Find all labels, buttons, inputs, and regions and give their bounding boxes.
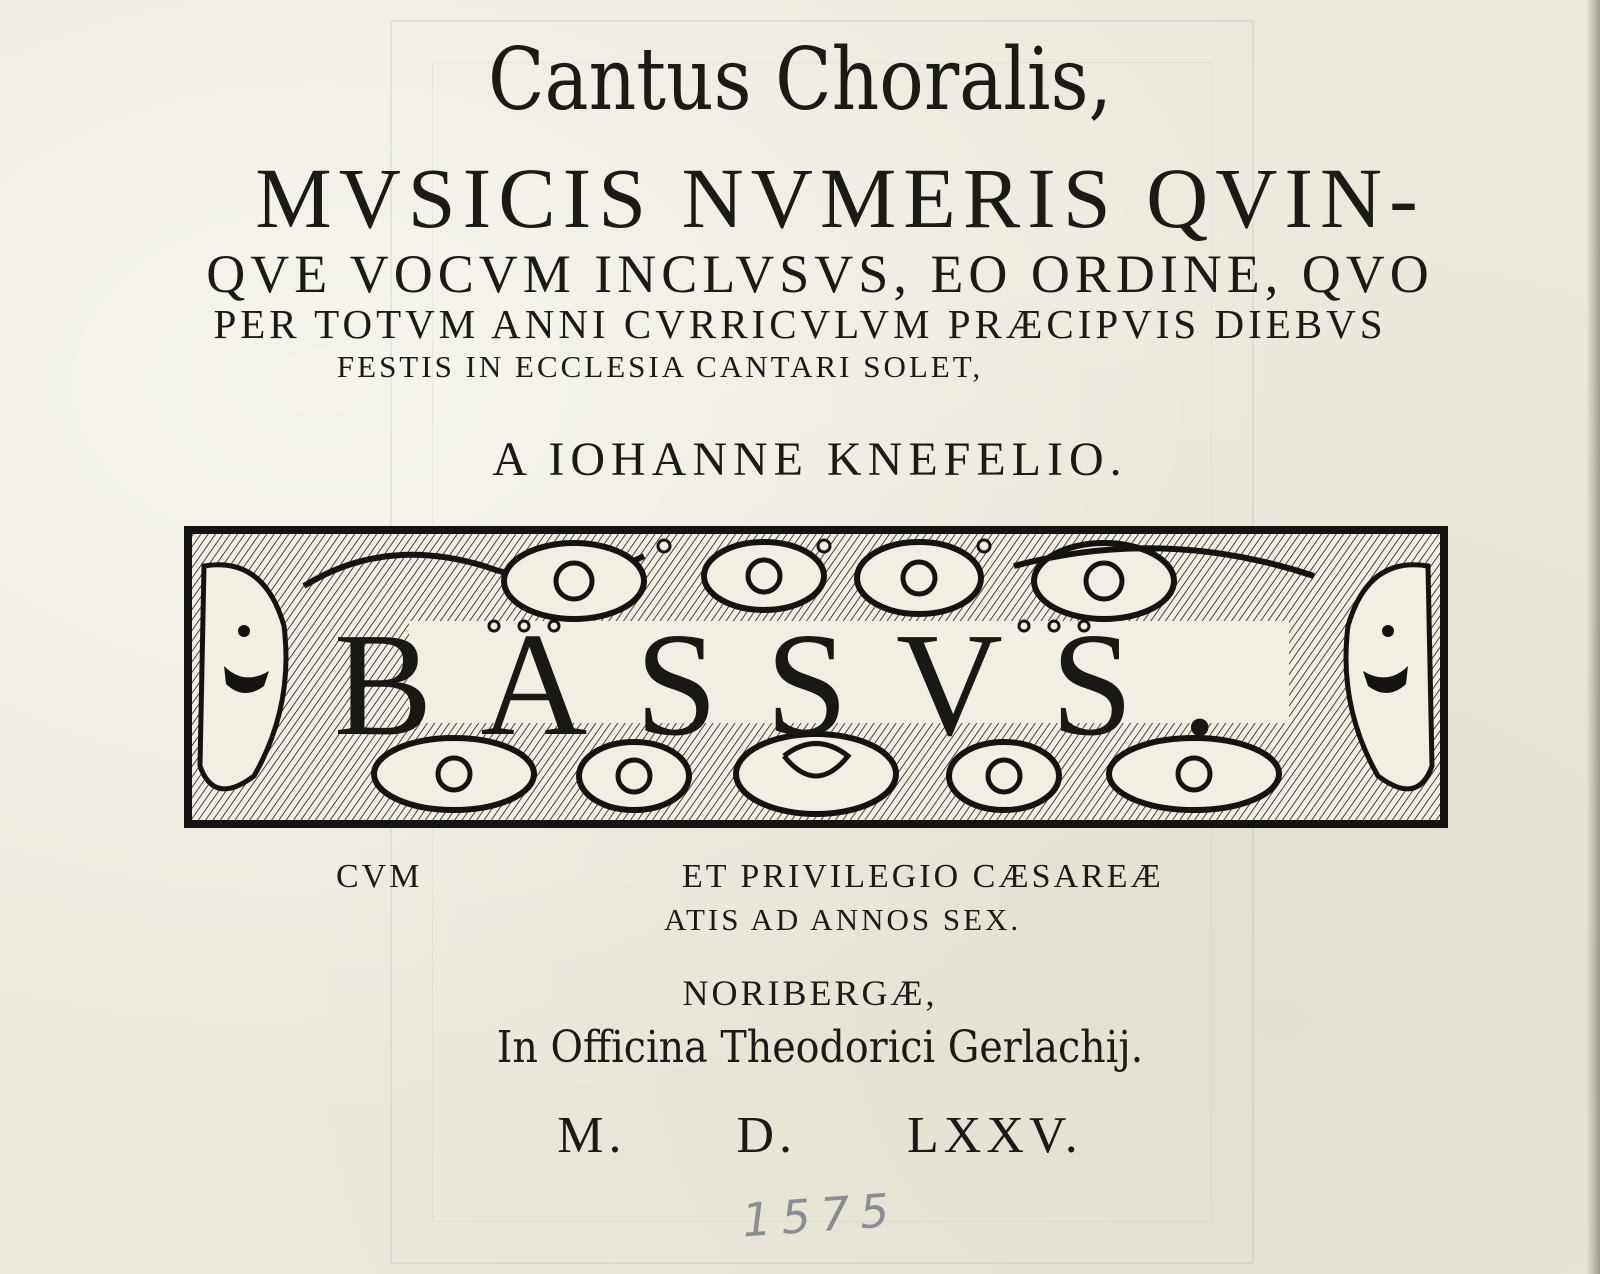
privilege-line-2: ATIS AD ANNOS SEX. bbox=[664, 902, 1022, 937]
imprint-city: NORIBERGÆ, bbox=[682, 973, 938, 1013]
privilege-line-1: ET PRIVILEGIO CÆSAREÆ bbox=[682, 858, 1164, 895]
imprint-year bbox=[20, 1106, 1600, 1165]
voice-part-title: BASSVS. bbox=[333, 603, 1267, 767]
subtitle-line-2: QVE VOCVM INCLVSVS, EO ORDINE, QVO bbox=[206, 244, 1434, 304]
subtitle-line-3: PER TOTVM ANNI CVRRICVLVM PRÆCIPVIS DIEBVS bbox=[213, 301, 1387, 347]
book-title: Cantus Choralis, bbox=[487, 30, 1113, 130]
subtitle-line-4: FESTIS IN ECCLESIA CANTARI SOLET, bbox=[336, 349, 984, 384]
imprint-printer: In Officina Theodorici Gerlachij. bbox=[496, 1022, 1144, 1073]
author-line: A IOHANNE KNEFELIO. bbox=[492, 433, 1128, 486]
pencil-annotation: 1575 bbox=[740, 1182, 901, 1248]
year-m: M. bbox=[557, 1107, 627, 1164]
year-d: D. bbox=[736, 1107, 798, 1164]
privilege-cum: CVM bbox=[336, 858, 423, 895]
year-lxxv: LXXV. bbox=[907, 1107, 1083, 1164]
subtitle-line-1: MVSICIS NVMERIS QVIN- bbox=[255, 150, 1425, 246]
